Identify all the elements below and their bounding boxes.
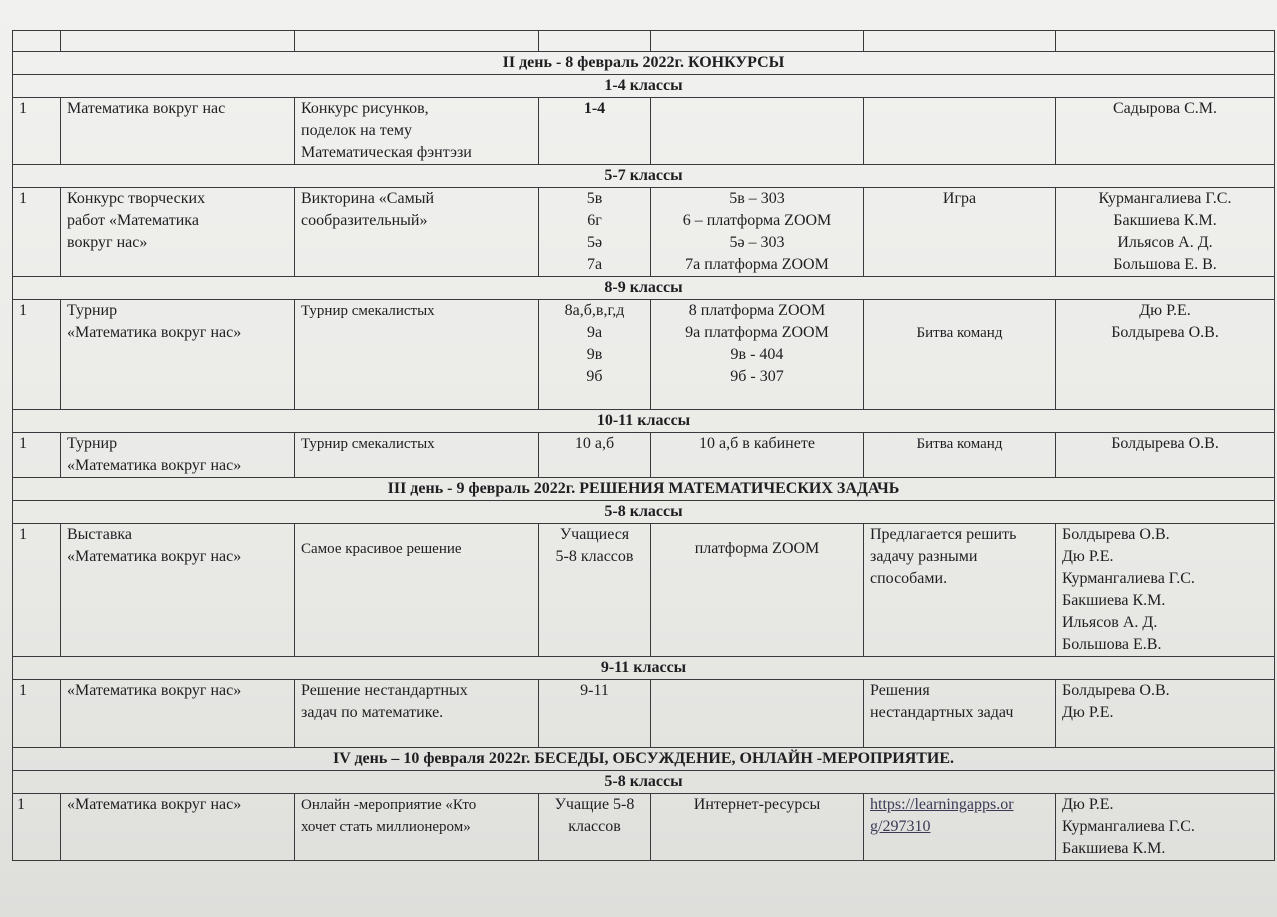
group-header: 8-9 классы [13,277,1275,300]
group-header: 5-7 классы [13,165,1275,188]
group-header: 10-11 классы [13,410,1275,433]
top-empty-row [13,31,1275,52]
table-row: 1 «Математика вокруг нас» Решение нестандартных задач по математике. 9-11 Решения нестандартных задач Болдырева О.В. Дю Р.Е. [13,680,1275,748]
day3-title: III день - 9 февраль 2022г. РЕШЕНИЯ МАТЕМАТИЧЕСКИХ ЗАДАЧЬ [13,478,1275,501]
day4-title: IV день – 10 февраля 2022г. БЕСЕДЫ, ОБСУЖДЕНИЕ, ОНЛАЙН -МЕРОПРИЯТИЕ. [13,748,1275,771]
day2-title: II день - 8 февраль 2022г. КОНКУРСЫ [13,52,1275,75]
group-header: 5-8 классы [13,771,1275,794]
table-row: 1 «Математика вокруг нас» Онлайн -мероприятие «Кто хочет стать миллионером» Учащие 5-8 классов Интернет-ресурсы https://learningapps.or g/297310 Дю Р.Е. Курмангалиева Г.С. Бакшиева К.М. [13,794,1275,861]
event-schedule-table [12,30,1275,861]
table-row: 1 Выставка «Математика вокруг нас» Самое красивое решение Учащиеся 5-8 классов платформа ZOOM Предлагается решить задачу разными способами. Болдырева О.В. Дю Р.Е. Курмангалиева Г.С. Бакшиева К.М. Ильясов А. Д. Большова Е.В. [13,524,1275,657]
learningapps-link[interactable]: https://learningapps.or g/297310 [870,796,1014,835]
section-header-day2 [13,52,1275,75]
group-header: 9-11 классы [13,657,1275,680]
table-row: 1 Конкурс творческих работ «Математика вокруг нас» Викторина «Самый сообразительный» 5в 6г 5ә 7а 5в – 303 6 – платформа ZOOM 5ә – 303 7а платформа ZOOM Игра Курмангалиева Г.С. Бакшиева К.М. Ильясов А. Д. Большова Е. В. [13,188,1275,277]
section-header-day3 [13,478,1275,501]
group-header: 5-8 классы [13,501,1275,524]
group-header: 1-4 классы [13,75,1275,98]
table-row: 1 Турнир «Математика вокруг нас» Турнир смекалистых 10 а,б 10 а,б в кабинете Битва команд Болдырева О.В. [13,433,1275,478]
section-header-day4 [13,748,1275,771]
table-row: 1 Математика вокруг нас Конкурс рисунков, поделок на тему Математическая фэнтэзи 1-4 Садырова С.М. [13,98,1275,165]
table-row: 1 Турнир «Математика вокруг нас» Турнир смекалистых 8а,б,в,г,д 9а 9в 9б 8 платформа ZOOM 9а платформа ZOOM 9в - 404 9б - 307 Битва команд Дю Р.Е. Болдырева О.В. [13,300,1275,410]
